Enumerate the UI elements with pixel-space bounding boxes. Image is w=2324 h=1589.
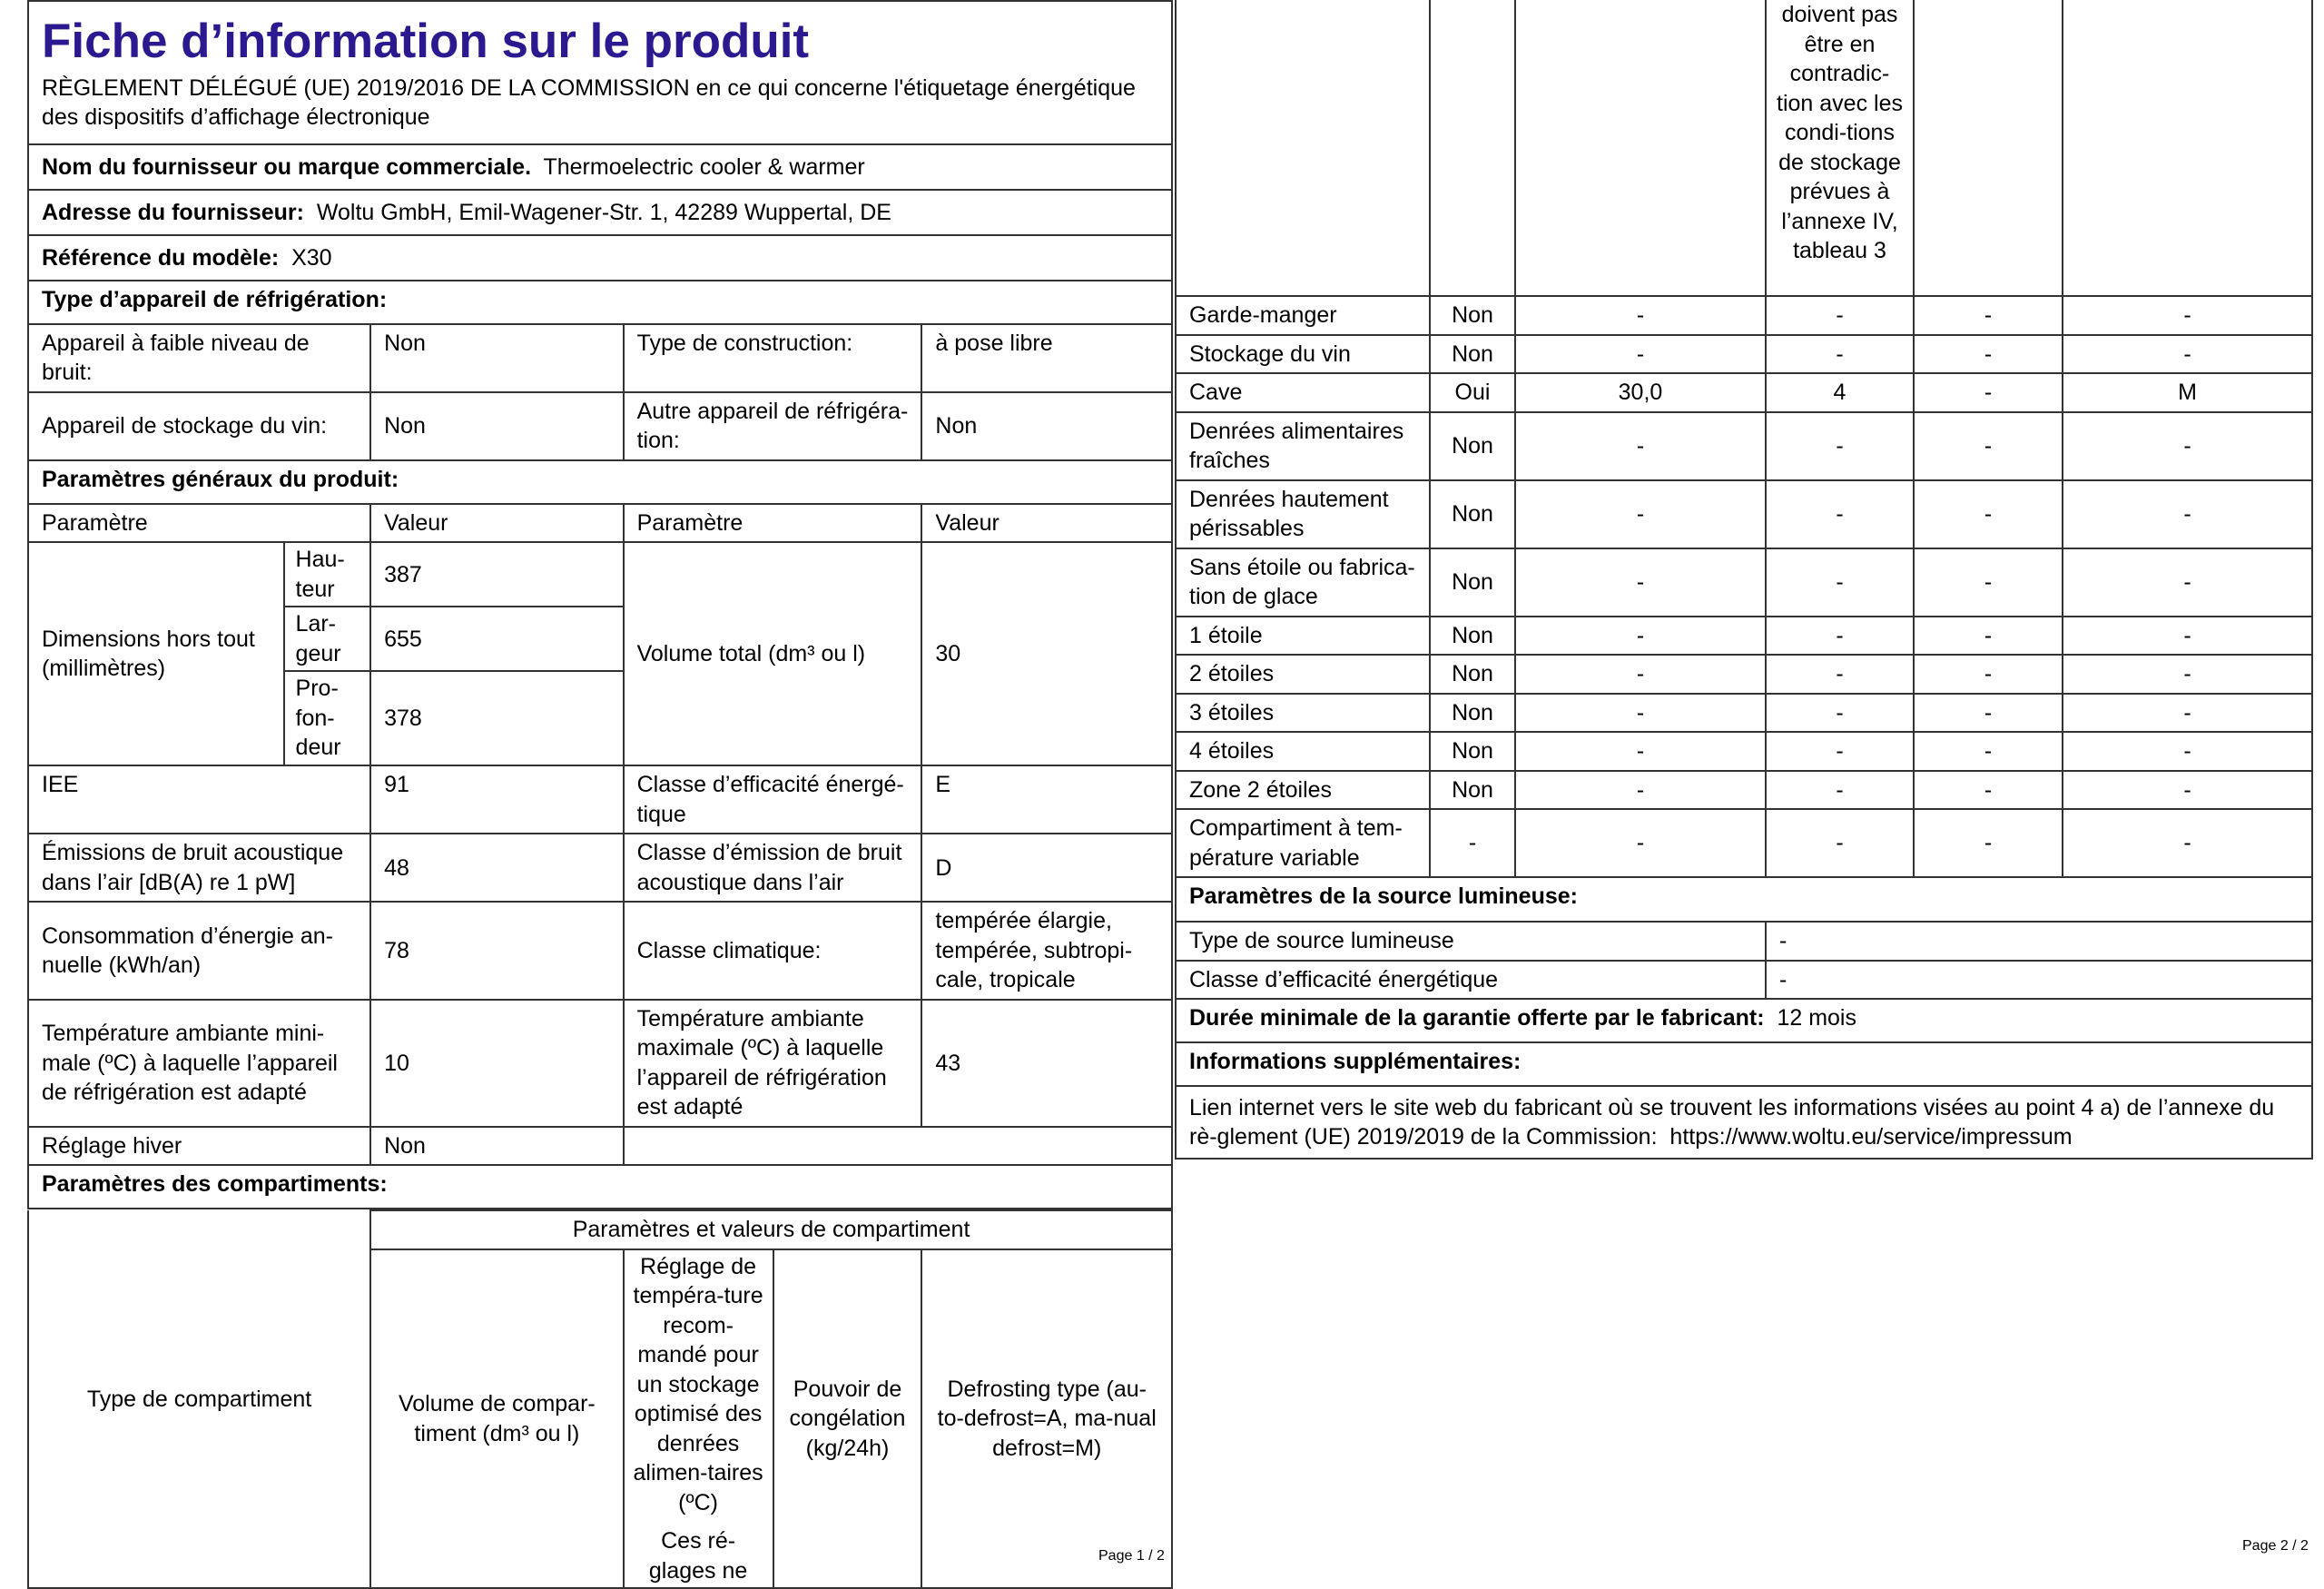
compartment-name: Stockage du vin bbox=[1176, 335, 1430, 374]
wine-label: Appareil de stockage du vin: bbox=[28, 392, 370, 460]
compartment-freeze: - bbox=[1914, 732, 2063, 771]
col-value-1: Valeur bbox=[370, 504, 624, 543]
climate-label: Classe climatique: bbox=[624, 902, 922, 1000]
general-section-heading: Paramètres généraux du produit: bbox=[28, 460, 1172, 504]
compartment-defrost: - bbox=[2063, 296, 2312, 335]
noise-class-label: Classe d’émission de bruit acoustique dans l’air bbox=[624, 834, 922, 902]
other-value: Non bbox=[921, 392, 1172, 460]
height-label: Hau-teur bbox=[284, 542, 371, 607]
compartment-temp: - bbox=[1766, 335, 1914, 374]
table-row bbox=[1176, 412, 2312, 480]
noise-value: 48 bbox=[370, 834, 624, 902]
compartment-volume: - bbox=[1515, 617, 1766, 656]
compartment-volume: - bbox=[1515, 655, 1766, 694]
compartment-defrost: - bbox=[2063, 335, 2312, 374]
compartment-defrost: - bbox=[2063, 617, 2312, 656]
compartment-name: Denrées alimentaires fraîches bbox=[1176, 412, 1430, 480]
compartment-freeze: - bbox=[1914, 694, 2063, 733]
width-value: 655 bbox=[370, 607, 624, 671]
comp-defrost-header: Defrosting type (au-to-defrost=A, ma-nual defrost=M) bbox=[921, 1249, 1172, 1589]
warranty-row bbox=[1176, 999, 2312, 1042]
compartment-temp: - bbox=[1766, 296, 1914, 335]
winter-label: Réglage hiver bbox=[28, 1127, 370, 1166]
volume-label: Volume total (dm³ ou l) bbox=[624, 542, 922, 765]
type-section-heading: Type d’appareil de réfrigération: bbox=[28, 281, 1172, 324]
table-row bbox=[1176, 771, 2312, 810]
address-value: Woltu GmbH, Emil-Wagener-Str. 1, 42289 Wuppertal, DE bbox=[316, 199, 891, 225]
compartment-freeze: - bbox=[1914, 296, 2063, 335]
compartment-present: Non bbox=[1430, 655, 1515, 694]
compartment-defrost: M bbox=[2063, 373, 2312, 412]
link-text: Lien internet vers le site web du fabricant où se trouvent les informations visées au point 4 a) de l’annexe du rè-glement (UE) 2019/2019 de la Commission: bbox=[1189, 1094, 2275, 1150]
height-value: 387 bbox=[370, 542, 624, 607]
light-class-value: - bbox=[1766, 961, 2312, 1000]
compartment-volume: - bbox=[1515, 335, 1766, 374]
table-row bbox=[1176, 655, 2312, 694]
compartment-defrost: - bbox=[2063, 412, 2312, 480]
light-class-label: Classe d’efficacité énergétique bbox=[1176, 961, 1766, 1000]
dimensions-label: Dimensions hors tout (millimètres) bbox=[28, 542, 284, 765]
page-number-2: Page 2 / 2 bbox=[2242, 1538, 2309, 1554]
compartment-name: Sans étoile ou fabrica-tion de glace bbox=[1176, 548, 1430, 617]
compartment-temp: - bbox=[1766, 809, 1914, 877]
energy-class-label: Classe d’efficacité énergé-tique bbox=[624, 765, 922, 834]
low-noise-value: Non bbox=[370, 324, 624, 392]
compartment-freeze: - bbox=[1914, 335, 2063, 374]
comp-freeze-header: Pouvoir de congélation (kg/24h) bbox=[773, 1249, 922, 1589]
warranty-label: Durée minimale de la garantie offerte par le fabricant: bbox=[1189, 1005, 1765, 1031]
product-info-table bbox=[27, 143, 1173, 1210]
light-section-heading: Paramètres de la source lumineuse: bbox=[1176, 878, 2312, 922]
compartment-defrost: - bbox=[2063, 694, 2312, 733]
compartment-present: Oui bbox=[1430, 373, 1515, 412]
link-url[interactable]: https://www.woltu.eu/service/impressum bbox=[1669, 1124, 2073, 1150]
compartment-table bbox=[1175, 0, 2313, 878]
col-param-2: Paramètre bbox=[624, 504, 922, 543]
climate-value: tempérée élargie, tempérée, subtropi-cale, tropicale bbox=[921, 902, 1172, 1000]
compartment-name: 4 étoiles bbox=[1176, 732, 1430, 771]
supplier-value: Thermoelectric cooler & warmer bbox=[543, 153, 865, 180]
compartment-name: Compartiment à tem-pérature variable bbox=[1176, 809, 1430, 877]
compartment-present: Non bbox=[1430, 694, 1515, 733]
iee-value: 91 bbox=[370, 765, 624, 834]
cont-cell-6 bbox=[2063, 0, 2312, 296]
address-label: Adresse du fournisseur: bbox=[42, 199, 304, 225]
table-row bbox=[1176, 480, 2312, 548]
compartment-temp: - bbox=[1766, 694, 1914, 733]
tmin-label: Température ambiante mini-male (ºC) à laquelle l’appareil de réfrigération est adapté bbox=[28, 1000, 370, 1127]
page-2 bbox=[1175, 0, 2311, 1554]
light-type-label: Type de source lumineuse bbox=[1176, 922, 1766, 961]
compartment-name: 1 étoile bbox=[1176, 617, 1430, 656]
construction-label: Type de construction: bbox=[624, 324, 922, 392]
comp-values-header: Paramètres et valeurs de compartiment bbox=[370, 1210, 1172, 1249]
col-value-2: Valeur bbox=[921, 504, 1172, 543]
table-row bbox=[1176, 335, 2312, 374]
compartment-name: Denrées hautement périssables bbox=[1176, 480, 1430, 548]
compartment-defrost: - bbox=[2063, 548, 2312, 617]
comp-temp-header bbox=[624, 1249, 773, 1589]
compartment-present: Non bbox=[1430, 335, 1515, 374]
address-row bbox=[28, 190, 1172, 235]
supplier-row bbox=[28, 144, 1172, 190]
compartment-name: Zone 2 étoiles bbox=[1176, 771, 1430, 810]
volume-value: 30 bbox=[921, 542, 1172, 765]
light-type-value: - bbox=[1766, 922, 2312, 961]
compartment-volume: - bbox=[1515, 694, 1766, 733]
comp-note-text: Ces ré-glages ne bbox=[648, 1528, 748, 1584]
depth-label: Pro-fon-deur bbox=[284, 671, 371, 765]
compartment-volume: - bbox=[1515, 548, 1766, 617]
comp-type-header: Type de compartiment bbox=[28, 1210, 370, 1588]
winter-value: Non bbox=[370, 1127, 624, 1166]
model-value: X30 bbox=[291, 244, 332, 271]
table-row bbox=[1176, 809, 2312, 877]
low-noise-label: Appareil à faible niveau de bruit: bbox=[28, 324, 370, 392]
extra-section-heading: Informations supplémentaires: bbox=[1176, 1042, 2312, 1086]
comp-note-continuation: doivent pas être en contradic-tion avec les condi-tions de stockage prévues à l’annexe IV, tableau 3 bbox=[1766, 0, 1914, 296]
page-number-1: Page 1 / 2 bbox=[1098, 1548, 1165, 1564]
compartment-name: 2 étoiles bbox=[1176, 655, 1430, 694]
page-title: Fiche d’information sur le produit bbox=[42, 15, 810, 68]
link-row bbox=[1176, 1086, 2312, 1159]
depth-value: 378 bbox=[370, 671, 624, 765]
compartment-name: Cave bbox=[1176, 373, 1430, 412]
table-row bbox=[1176, 694, 2312, 733]
compartment-defrost: - bbox=[2063, 655, 2312, 694]
compartment-freeze: - bbox=[1914, 480, 2063, 548]
compartment-temp: - bbox=[1766, 655, 1914, 694]
regulation-text: RÈGLEMENT DÉLÉGUÉ (UE) 2019/2016 DE LA COMMISSION en ce qui concerne l'étiquetage énergétique des dispositifs d’affichage électronique bbox=[42, 74, 1136, 131]
compartment-temp: - bbox=[1766, 548, 1914, 617]
compartment-header-table bbox=[27, 1209, 1173, 1589]
compartment-temp: - bbox=[1766, 732, 1914, 771]
page-1 bbox=[27, 0, 1173, 1589]
compartment-temp: - bbox=[1766, 617, 1914, 656]
model-row bbox=[28, 235, 1172, 281]
winter-empty-cell bbox=[624, 1127, 1172, 1166]
consumption-value: 78 bbox=[370, 902, 624, 1000]
compartment-volume: - bbox=[1515, 732, 1766, 771]
width-label: Lar-geur bbox=[284, 607, 371, 671]
table-row bbox=[1176, 732, 2312, 771]
noise-class-value: D bbox=[921, 834, 1172, 902]
compartment-present: Non bbox=[1430, 617, 1515, 656]
compartment-freeze: - bbox=[1914, 617, 2063, 656]
compartment-freeze: - bbox=[1914, 809, 2063, 877]
other-label: Autre appareil de réfrigéra-tion: bbox=[624, 392, 922, 460]
construction-value: à pose libre bbox=[921, 324, 1172, 392]
noise-label: Émissions de bruit acoustique dans l’air [dB(A) re 1 pW] bbox=[28, 834, 370, 902]
tmin-value: 10 bbox=[370, 1000, 624, 1127]
cont-cell-3 bbox=[1515, 0, 1766, 296]
compartment-freeze: - bbox=[1914, 655, 2063, 694]
compartment-defrost: - bbox=[2063, 771, 2312, 810]
compartment-volume: - bbox=[1515, 412, 1766, 480]
tmax-value: 43 bbox=[921, 1000, 1172, 1127]
compartment-volume: - bbox=[1515, 771, 1766, 810]
cont-cell-5 bbox=[1914, 0, 2063, 296]
compartment-present: Non bbox=[1430, 771, 1515, 810]
comp-volume-header: Volume de compar-timent (dm³ ou l) bbox=[370, 1249, 624, 1589]
compartment-defrost: - bbox=[2063, 480, 2312, 548]
warranty-value: 12 mois bbox=[1777, 1005, 1856, 1031]
model-label: Référence du modèle: bbox=[42, 244, 280, 271]
table-row bbox=[1176, 617, 2312, 656]
compartment-present: Non bbox=[1430, 296, 1515, 335]
compartment-freeze: - bbox=[1914, 373, 2063, 412]
compartment-present: Non bbox=[1430, 480, 1515, 548]
document-header bbox=[27, 0, 1173, 143]
cont-cell-1 bbox=[1176, 0, 1430, 296]
compartment-temp: 4 bbox=[1766, 373, 1914, 412]
compartment-defrost: - bbox=[2063, 809, 2312, 877]
iee-label: IEE bbox=[28, 765, 370, 834]
compartment-volume: - bbox=[1515, 809, 1766, 877]
compartment-name: 3 étoiles bbox=[1176, 694, 1430, 733]
comp-temp-text: Réglage de tempéra-ture recom-mandé pour un stockage optimisé des denrées alimen-taires (ºC) bbox=[633, 1253, 763, 1515]
cont-cell-2 bbox=[1430, 0, 1515, 296]
supplier-label: Nom du fournisseur ou marque commerciale. bbox=[42, 153, 532, 180]
col-param-1: Paramètre bbox=[28, 504, 370, 543]
compartment-volume: - bbox=[1515, 480, 1766, 548]
light-table bbox=[1175, 878, 2313, 1160]
table-row bbox=[1176, 296, 2312, 335]
compartment-freeze: - bbox=[1914, 548, 2063, 617]
compartment-freeze: - bbox=[1914, 771, 2063, 810]
table-row bbox=[1176, 548, 2312, 617]
compartment-name: Garde-manger bbox=[1176, 296, 1430, 335]
compartment-freeze: - bbox=[1914, 412, 2063, 480]
compartment-temp: - bbox=[1766, 412, 1914, 480]
compartment-temp: - bbox=[1766, 480, 1914, 548]
compartment-present: Non bbox=[1430, 548, 1515, 617]
compartment-present: Non bbox=[1430, 732, 1515, 771]
energy-class-value: E bbox=[921, 765, 1172, 834]
consumption-label: Consommation d’énergie an-nuelle (kWh/an) bbox=[28, 902, 370, 1000]
tmax-label: Température ambiante maximale (ºC) à laquelle l’appareil de réfrigération est adapté bbox=[624, 1000, 922, 1127]
compartment-temp: - bbox=[1766, 771, 1914, 810]
compartment-section-heading: Paramètres des compartiments: bbox=[28, 1165, 1172, 1209]
compartment-present: Non bbox=[1430, 412, 1515, 480]
table-row bbox=[1176, 373, 2312, 412]
compartment-volume: 30,0 bbox=[1515, 373, 1766, 412]
compartment-rows bbox=[1176, 296, 2312, 877]
wine-value: Non bbox=[370, 392, 624, 460]
compartment-volume: - bbox=[1515, 296, 1766, 335]
compartment-present: - bbox=[1430, 809, 1515, 877]
compartment-defrost: - bbox=[2063, 732, 2312, 771]
